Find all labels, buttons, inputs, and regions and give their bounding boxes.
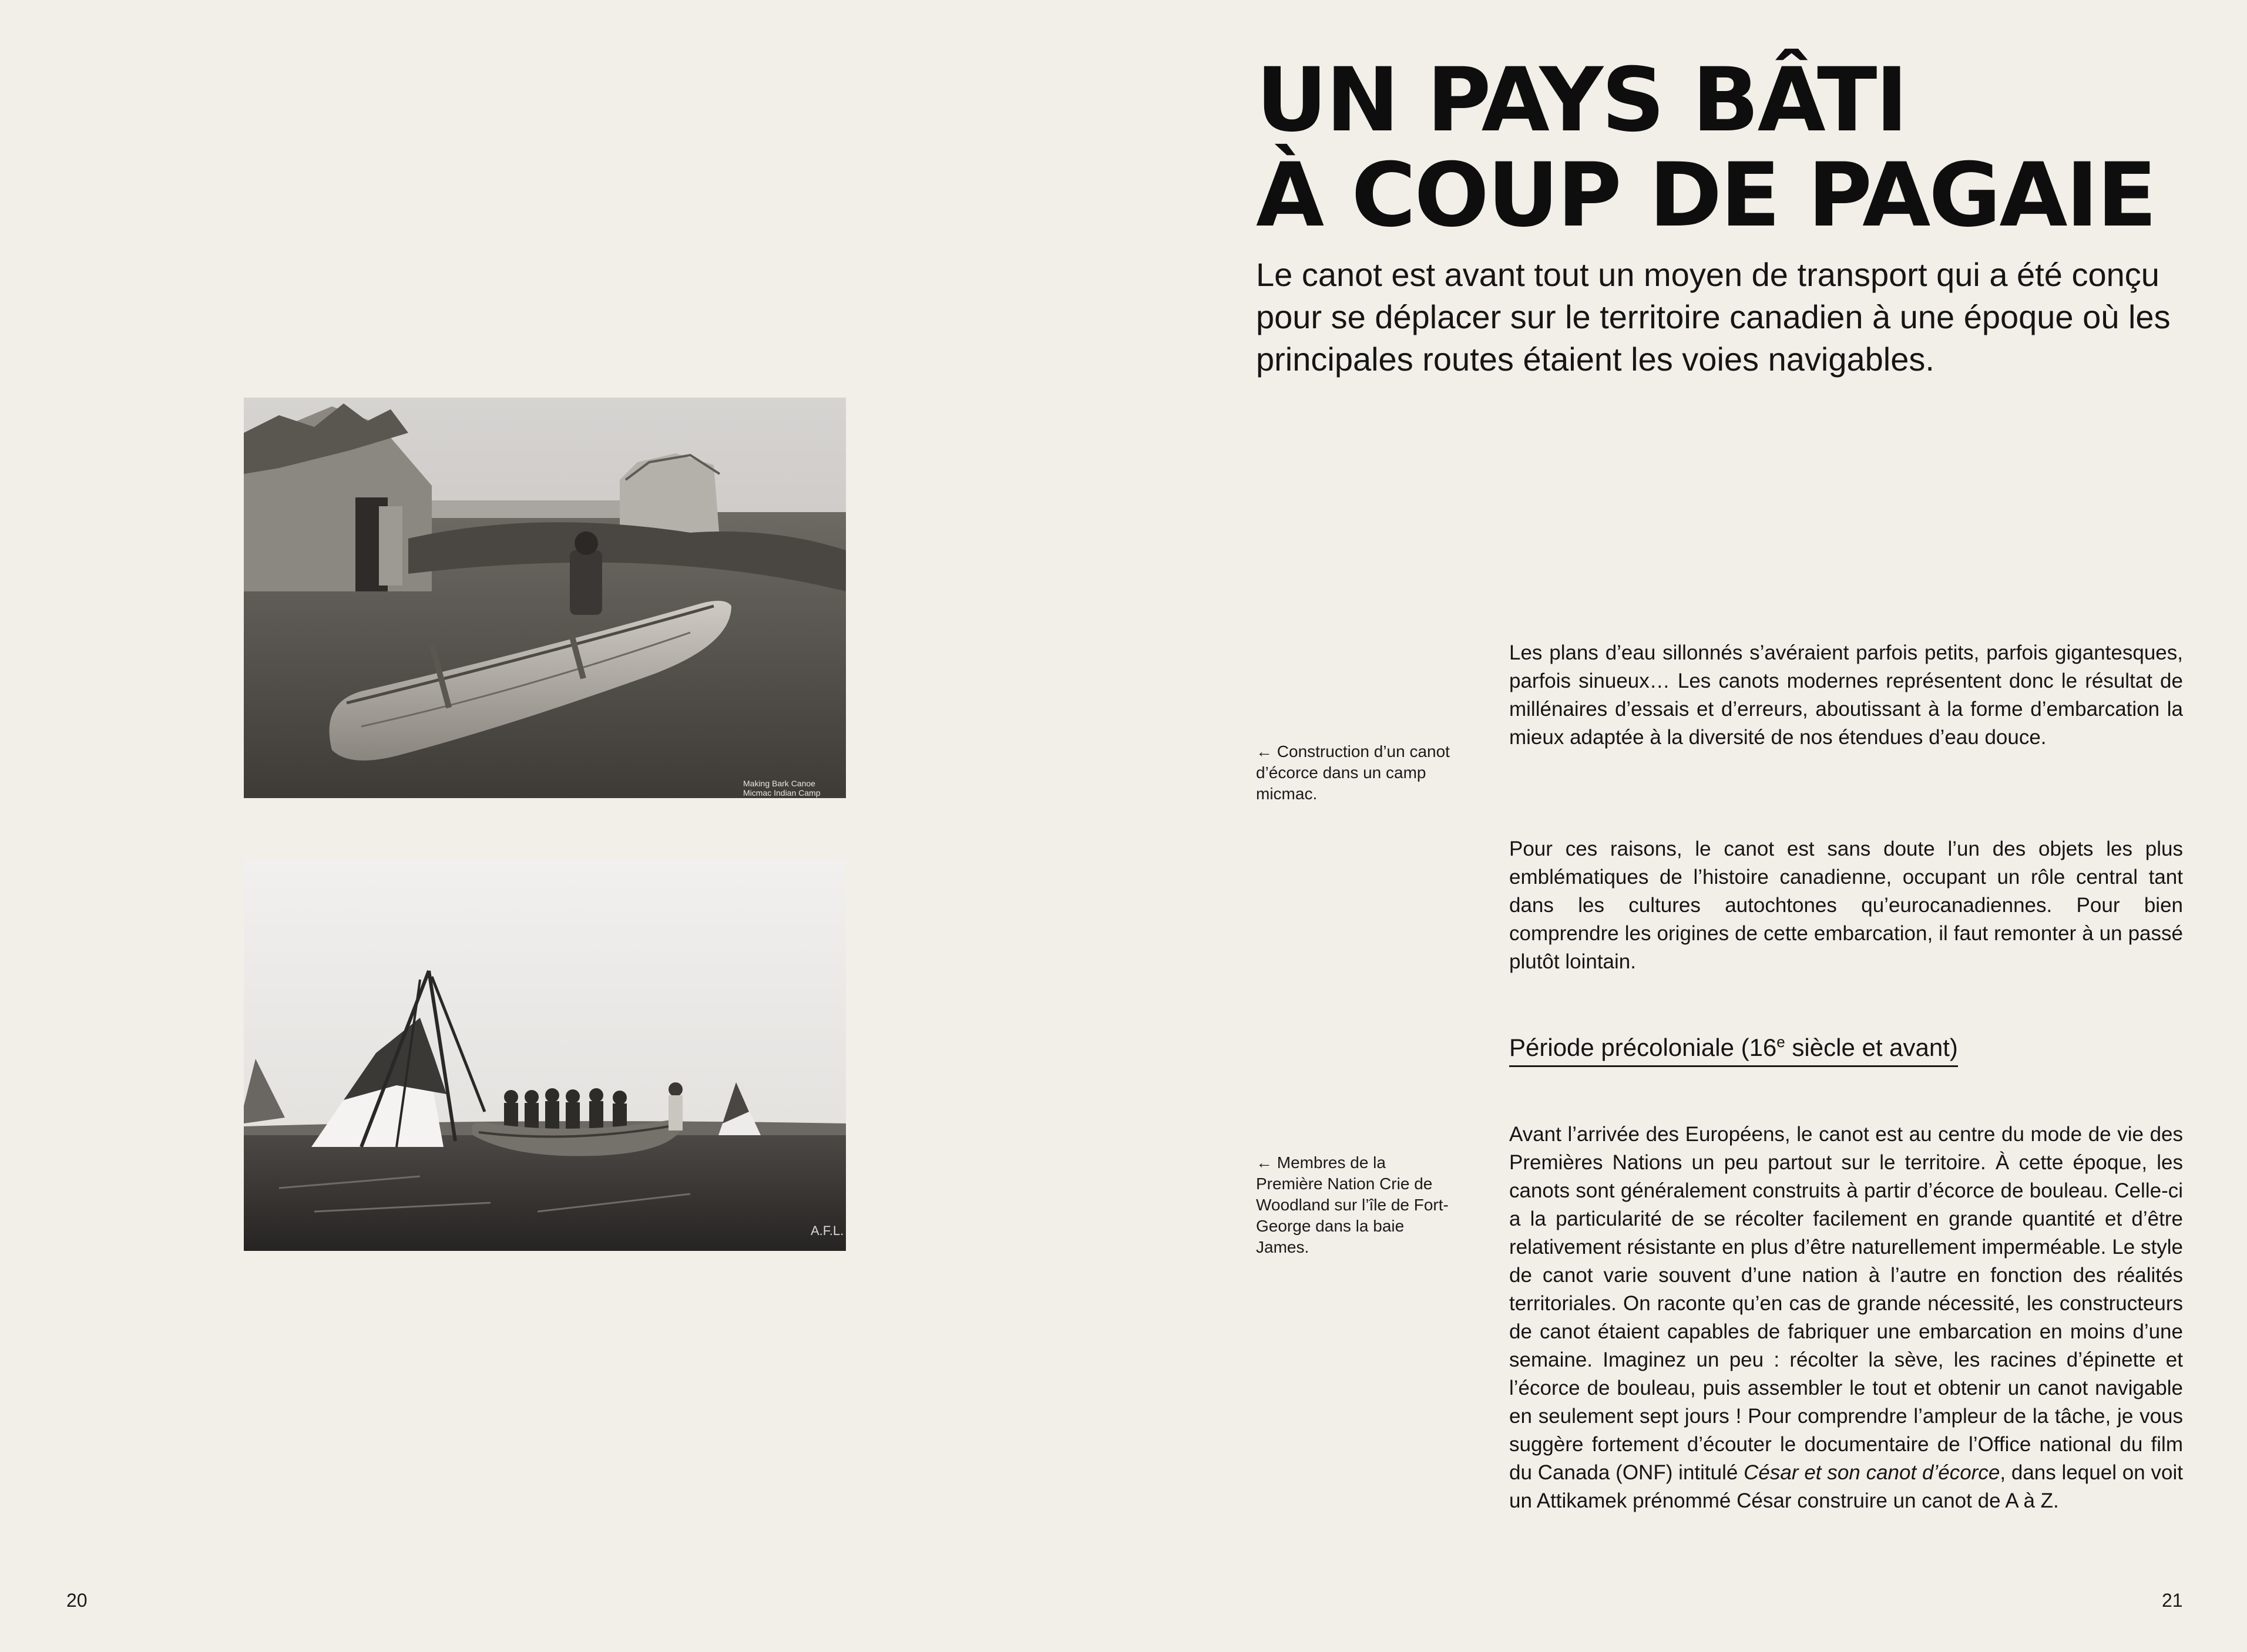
paragraph-3-text: Avant l’arrivée des Européens, le canot est au centre du mode de vie des Premières Nations un peu partout sur le territoire. À cette époque, les canots sont généralement construits à partir d’écorce de bouleau. Celle-ci a la particularité de se récolter facilement en grande quantité et d’être relativement résistante en plus d’être naturellement imperméable. Le style de canot varie souvent d’une nation à l’autre en fonction des réalités territoriales. On raconte qu’en cas de grande nécessité, les constructeurs de canot étaient capables de fabriquer une embarcation en moins d’une semaine. Imaginez un peu : récolter la sève, les racines d’épinette et l’écorce de bouleau, puis assembler le tout et obtenir un canot navigable en seulement sept jours ! Pour comprendre l’ampleur de la tâche, je vous suggère fortement d’écouter le documentaire de l’Office national du film du Canada (ONF) intitulé — [1509, 1123, 2183, 1484]
page-number-right: 21 — [2162, 1590, 2183, 1611]
body-paragraph-3 — [1509, 1121, 2183, 1515]
photo-caption-woodland-cree: ← Membres de la Première Nation Crie de Woodland sur l’île de Fort-George dans la baie James. — [1256, 1153, 1449, 1256]
section-heading-precolonial — [1509, 1032, 1958, 1067]
photo-woodland-cree-camp — [244, 859, 846, 1251]
section-heading-text-end: siècle et avant) — [1785, 1034, 1958, 1061]
section-heading-text: Période précoloniale (16 — [1509, 1034, 1777, 1061]
photo-inscription-line-1: Making Bark Canoe — [743, 779, 815, 788]
paragraph-3-text-end: , dans lequel on voit un Attikamek prénommé César construire un canot de A à Z. — [1509, 1461, 2183, 1512]
page-title — [1256, 49, 2196, 247]
title-line-2: À COUP DE PAGAIE — [1256, 144, 2155, 247]
title-line-1: UN PAYS BÂTI — [1256, 49, 1907, 152]
body-paragraph-2: Pour ces raisons, le canot est sans doute l’un des objets les plus emblématiques de l’histoire canadienne, occupant un rôle central tant dans les cultures autochtones qu’eurocanadiennes. Pour bien comprendre les origines de cette embarcation, il faut remonter à un passé plutôt lointain. — [1509, 837, 2183, 973]
section-heading-superscript: e — [1776, 1033, 1785, 1051]
page-number-left: 20 — [66, 1590, 88, 1611]
photo-woodland-cree-image — [244, 859, 846, 1251]
body-paragraph-1: Les plans d’eau sillonnés s’avéraient parfois petits, parfois gigantesques, parfois sinueux… Les canots modernes représentent donc le résultat de millénaires d’essais et d’erreurs, aboutissant à la forme d’embarcation la mieux adaptée à la diversité de nos étendues d’eau douce. — [1509, 641, 2183, 749]
lead-paragraph: Le canot est avant tout un moyen de transport qui a été conçu pour se déplacer sur le territoire canadien à une époque où les principales routes étaient les voies navigables. — [1256, 256, 2171, 378]
photo-inscription: A.F.L. — [811, 1223, 844, 1238]
photo-bark-canoe-construction — [244, 398, 846, 798]
photo-inscription-line-2: Micmac Indian Camp — [743, 788, 821, 798]
photo-caption-bark-canoe: ← Construction d’un canot d’écorce dans un camp micmac. — [1256, 742, 1450, 803]
film-title: César et son canot d’écorce — [1744, 1461, 2000, 1484]
photo-bark-canoe-image — [244, 398, 846, 798]
